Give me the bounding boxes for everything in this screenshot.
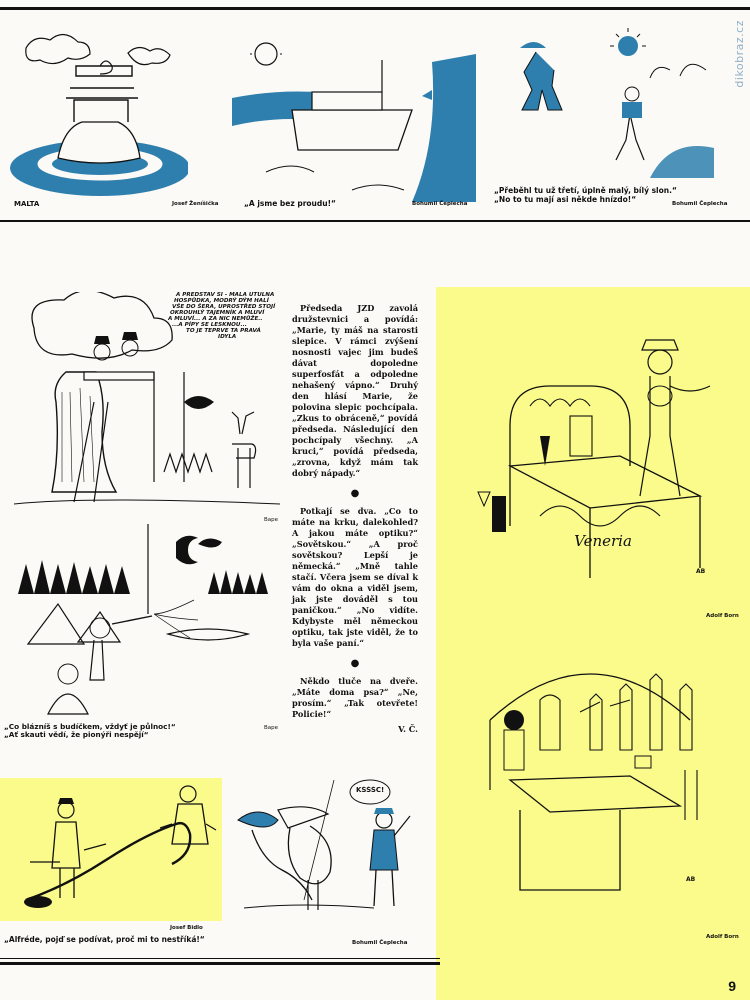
hunters-bubble-line-2: HOSPŮDKA, MODRÝ DÝM HALÍ: [174, 298, 269, 304]
bed-bottom-initials: AB: [686, 876, 696, 883]
elephant-caption-line-2: „No to tu mají asi někde hnízdo!“: [494, 194, 637, 204]
malta-author: Josef Ženíšička: [172, 201, 219, 207]
snake-author: Josef Bidlo: [170, 925, 203, 931]
top-rule: [0, 7, 750, 10]
bed-top-initials: AB: [696, 568, 706, 575]
pelican-cartoon: [234, 770, 430, 920]
page-number: 9: [728, 978, 736, 994]
pelican-bubble: KŠŠŠC!: [356, 786, 385, 794]
hunters-bubble-line-1: A PŘEDSTAV SI - MALÁ ÚTULNÁ: [176, 292, 275, 298]
scouts-caption-line-2: „Ať skauti vědí, že pionýři nespějí“: [4, 730, 149, 740]
boat-caption: „A jsme bez proudu!“: [244, 199, 336, 208]
bullet-separator-2: ●: [350, 657, 360, 669]
scouts-illustration: [8, 524, 280, 720]
pelican-illustration: [234, 770, 430, 920]
boat-cartoon: [232, 40, 476, 202]
scouts-caption-line-1: „Co blázníš s budíčkem, vždyť je půlnoc!“: [4, 722, 176, 731]
elephant-illustration: [490, 18, 726, 186]
malta-caption: MALTA: [14, 200, 40, 208]
bottom-thin-rule: [0, 958, 440, 959]
malta-cartoon: [8, 18, 188, 203]
hunters-bubble-line-3: VŠE DO ŠERA, UPROSTŘED STOJÍ: [172, 304, 276, 310]
joke-paragraph-2: Potkají se dva. „Co to máte na krku, dalekohled? A jakou máte optiku?“ „Sovětskou.“ „A proč sovětskou? Lepší je německá.“ „Mně tahle stačí. Včera jsem se díval k vám do okna a viděl jsem, jak jste dováděl s tou paničkou.“ „No vidíte. Kdybyste měl německou optiku, tak jste viděl, že to byla vaše paní.“: [292, 506, 418, 648]
elephant-caption: [494, 187, 677, 204]
snake-illustration: [20, 782, 220, 918]
bullet-separator-1: ●: [350, 487, 360, 499]
snake-caption: „Alfréde, pojď se podívat, proč mi to nestříká!“: [4, 935, 205, 944]
bed-top-author: Adolf Born: [706, 613, 739, 619]
scouts-caption: [4, 723, 176, 740]
watermark: dikobraz.cz: [733, 20, 746, 88]
elephant-cartoon: [490, 18, 726, 186]
boat-illustration: [232, 40, 476, 202]
hunters-bubble-line-4: OKROUHLÝ TAJEMNÍK A MLUVÍ: [170, 310, 265, 316]
scouts-author: Bape: [264, 725, 279, 731]
malta-illustration: [8, 18, 188, 203]
hunters-author: Bape: [264, 517, 279, 523]
bed-cartoon-bottom: [470, 660, 730, 900]
joke-paragraph-1: Předseda JZD zavolá družstevnici a povídá: „Marie, ty máš na starosti slepice. V rámci zvýšení nosnosti vajec jim budeš dávat dopoledne superfosfát a odpoledne nehašený vápno.“ Druhý den hlásí Marie, že polovina slepic pochcípala. „Zkus to obráceně,“ povídá předseda. Následující den pochcípaly všechny. „A kruci,“ povídá předseda, „zrovna, když mám tak dobrý nápady.“: [292, 303, 418, 478]
pelican-author: Bohumil Čeplecha: [352, 940, 408, 946]
snake-cartoon: [20, 782, 220, 918]
veneria-sign: Veneria: [574, 532, 632, 550]
elephant-author: Bohumil Čeplecha: [672, 201, 728, 207]
hunters-bubble-line-6: ...A PÍPY SE LESKNOU...: [172, 322, 247, 328]
hunters-bubble-line-7: TO JE TEPRVE TA PRAVÁ: [186, 328, 261, 334]
hunters-bubble-line-5: A MLUVÍ... A ZA NIC NEMŮŽE..: [168, 316, 263, 322]
bed-bottom-illustration: [470, 660, 730, 900]
boat-author: Bohumil Čeplecha: [412, 201, 468, 207]
bottom-rule: [0, 962, 440, 965]
bed-bottom-author: Adolf Born: [706, 934, 739, 940]
joke-paragraph-3: Někdo tluče na dveře. „Máte doma psa?“ „Ne, prosím.“ „Tak otevřete! Policie!“: [292, 676, 418, 720]
jokes-column: [292, 303, 418, 735]
hunters-bubble: [168, 292, 280, 378]
jokes-signature: V. Č.: [398, 724, 418, 735]
divider-rule: [0, 220, 750, 222]
hunters-bubble-line-8: IDYLA: [218, 334, 237, 340]
elephant-caption-line-1: „Přeběhl tu už třetí, úplně malý, bílý slon.“: [494, 186, 677, 195]
scouts-cartoon: [8, 524, 280, 720]
